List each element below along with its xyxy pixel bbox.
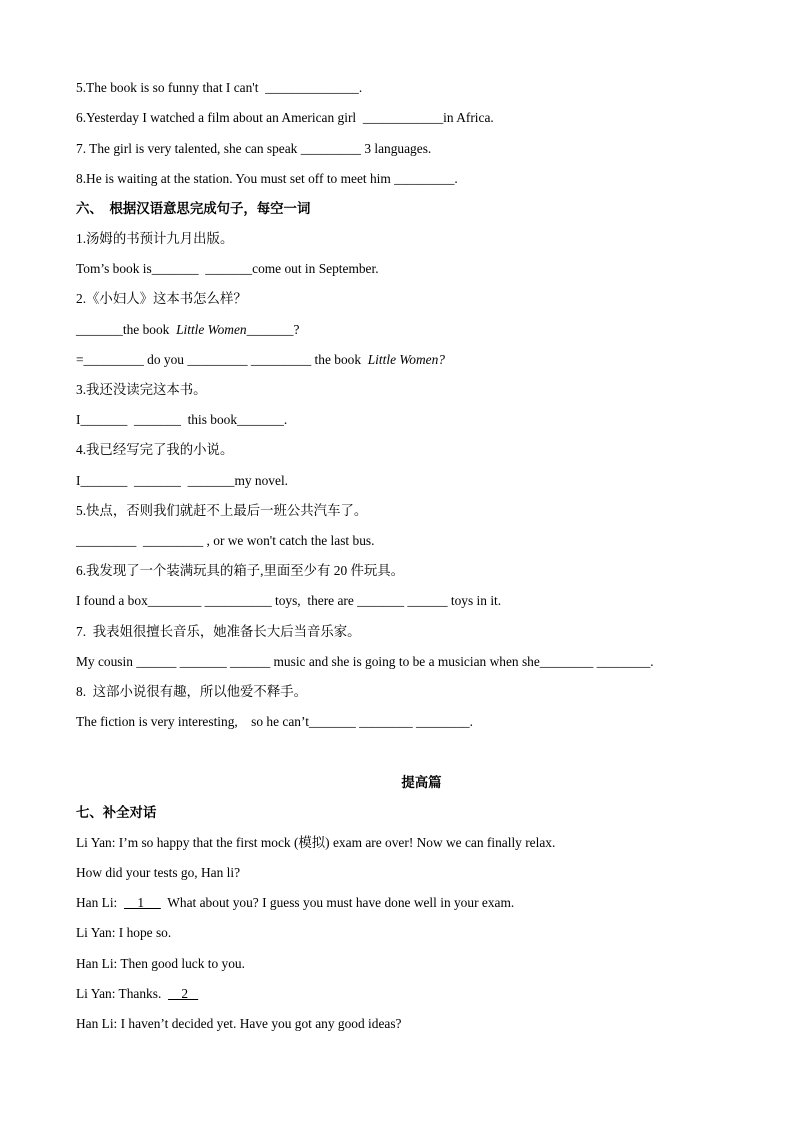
s5-item-8: 8.He is waiting at the station. You must set off to meet him _________. (76, 171, 458, 186)
s7-blank-1: 1 (123, 895, 161, 910)
s6-q7-chinese: 7. 我表姐很擅长音乐，她准备长大后当音乐家。 (76, 624, 361, 639)
s6-q2-english-b (76, 351, 445, 369)
s6-q4-chinese: 4.我已经写完了我的小说。 (76, 442, 234, 457)
s5-item-6: 6.Yesterday I watched a film about an American girl ____________in Africa. (76, 110, 494, 125)
s6-q7-english: My cousin ______ _______ ______ music and she is going to be a musician when she________ ________. (76, 654, 654, 669)
s6-q5-english: _________ _________ , or we won't catch the last bus. (76, 533, 375, 548)
s6-q3-chinese: 3.我还没读完这本书。 (76, 382, 207, 397)
s6-q3-english: I_______ _______ this book_______. (76, 412, 288, 427)
s6-q2-b-text: =_________ do you _________ _________ the book (76, 352, 368, 367)
section6-heading: 六、 根据汉语意思完成句子，每空一词 (76, 201, 311, 216)
s6-q2-a-blank: _______? (246, 322, 300, 337)
s6-q8-chinese: 8. 这部小说很有趣，所以他爱不释手。 (76, 684, 307, 699)
s6-q8-english: The fiction is very interesting, so he can’t_______ ________ ________. (76, 714, 473, 729)
section7-heading: 七、补全对话 (76, 805, 157, 820)
s6-q5-chinese: 5.快点，否则我们就赶不上最后一班公共汽车了。 (76, 503, 368, 518)
s6-q1-chinese: 1.汤姆的书预计九月出版。 (76, 231, 234, 246)
s7-line-3 (76, 894, 514, 912)
s7-blank-2: 2 (168, 986, 199, 1001)
s7-line-6 (76, 985, 198, 1003)
s7-line-1: Li Yan: I’m so happy that the first mock (模拟) exam are over! Now we can finally relax. (76, 835, 556, 850)
s7-line-3-text: What about you? I guess you must have done well in your exam. (160, 895, 515, 910)
s5-item-5: 5.The book is so funny that I can't ______________. (76, 80, 363, 95)
s6-q6-english: I found a box________ __________ toys, there are _______ ______ toys in it. (76, 593, 502, 608)
s7-line-4: Li Yan: I hope so. (76, 925, 172, 940)
s7-line-2: How did your tests go, Han li? (76, 865, 241, 880)
s6-q4-english: I_______ _______ _______my novel. (76, 473, 289, 488)
s6-q2-b-title: Little Women? (367, 352, 445, 367)
s7-line-7: Han Li: I haven’t decided yet. Have you got any good ideas? (76, 1016, 402, 1031)
s7-line-6-text: Li Yan: Thanks. (76, 986, 169, 1001)
s7-line-5: Han Li: Then good luck to you. (76, 956, 245, 971)
s6-q2-english-a (76, 321, 299, 339)
s5-item-7: 7. The girl is very talented, she can speak _________ 3 languages. (76, 141, 432, 156)
s7-line-3-speaker: Han Li: (76, 895, 124, 910)
s6-q2-chinese: 2.《小妇人》这本书怎么样？ (76, 291, 247, 306)
s6-q2-a-title: Little Women (176, 322, 247, 337)
s6-q1-english: Tom’s book is_______ _______come out in September. (76, 261, 379, 276)
s6-q6-chinese: 6.我发现了一个装满玩具的箱子,里面至少有 20 件玩具。 (76, 563, 405, 578)
advanced-title: 提高篇 (401, 775, 442, 790)
s6-q2-a-text: _______the book (76, 322, 177, 337)
